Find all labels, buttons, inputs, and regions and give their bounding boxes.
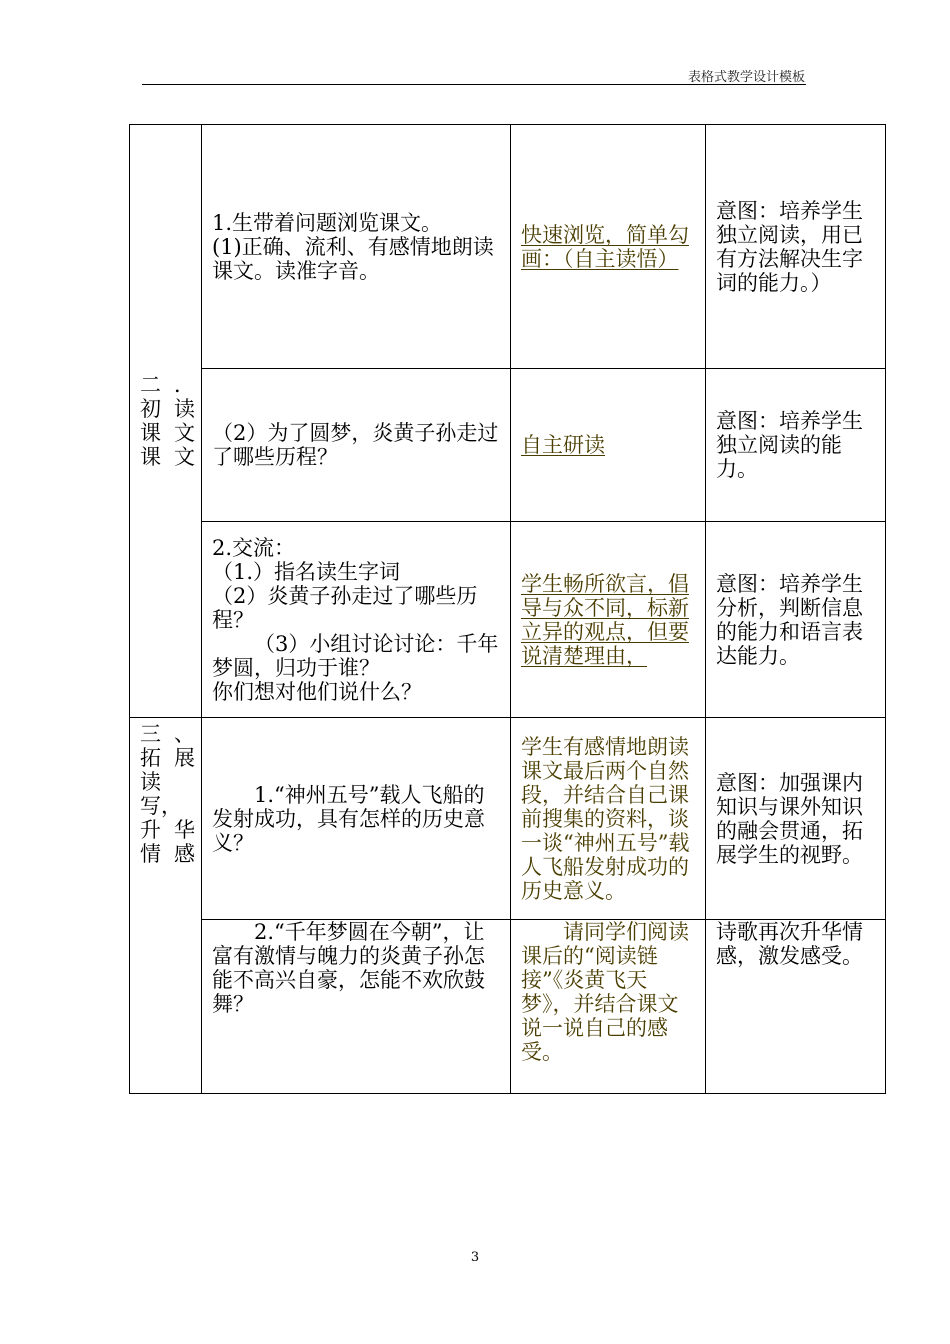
- header-divider: [142, 84, 806, 85]
- method-text: 快速浏览，简单勾画：（自主读悟）: [521, 222, 689, 271]
- table-row: [130, 125, 886, 369]
- intent-cell: [706, 920, 886, 1094]
- table-row: [130, 522, 886, 718]
- table-row: [130, 369, 886, 522]
- content-line: （2）炎黄子孙走过了哪些历程？: [212, 583, 478, 632]
- section-label-line: 拓展: [140, 746, 195, 770]
- intent-text: 意图：培养学生独立阅读的能力。: [716, 409, 863, 481]
- content-line: 你们想对他们说什么？: [212, 679, 422, 704]
- method-text: 自主研读: [521, 433, 605, 457]
- method-text: 学生畅所欲言，倡导与众不同，标新立异的观点，但要说清楚理由，: [521, 571, 689, 668]
- method-cell: [511, 369, 706, 522]
- content-line: 1.“神州五号”载人飞船的发射成功，具有怎样的历史意义？: [212, 782, 485, 855]
- intent-cell: [706, 718, 886, 920]
- section-label-line: 读: [140, 770, 161, 794]
- method-cell: [511, 522, 706, 718]
- content-line: （3）小组讨论讨论：千年梦圆，归功于谁？: [212, 631, 499, 680]
- intent-text: 意图：培养学生分析，判断信息的能力和语言表达能力。: [716, 571, 863, 668]
- document-header-title: 表格式教学设计模板: [687, 70, 805, 85]
- intent-text: 意图：培养学生独立阅读，用已有方法解决生字词的能力。）: [716, 198, 863, 295]
- section-label-cell: [130, 125, 202, 718]
- section-label-line: 初读: [140, 397, 195, 421]
- method-cell: [511, 718, 706, 920]
- content-cell: [202, 522, 511, 718]
- section-label-line: 三、: [140, 722, 195, 746]
- table-row: [130, 920, 886, 1094]
- content-line: 2.“千年梦圆在今朝”，让富有激情与魄力的炎黄子孙怎能不高兴自豪，怎能不欢欣鼓舞？: [212, 920, 485, 1016]
- method-cell: [511, 125, 706, 369]
- content-cell: [202, 369, 511, 522]
- section-label-line: 二．: [140, 373, 195, 397]
- method-text: 请同学们阅读课后的“阅读链接”《炎黄飞天梦》，并结合课文说一说自己的感受。: [521, 920, 689, 1064]
- content-cell: [202, 920, 511, 1094]
- method-text: 学生有感情地朗读课文最后两个自然段，并结合自己课前搜集的资料，谈一谈“神州五号”载人飞船发射成功的历史意义。: [521, 734, 690, 903]
- section-label-line: 课文: [140, 445, 195, 469]
- intent-cell: [706, 369, 886, 522]
- content-line: (1)正确、流利、有感情地朗读课文。读准字音。: [212, 234, 494, 283]
- section-label-line: 写，: [140, 794, 182, 818]
- content-line: （1.）指名读生字词: [212, 559, 401, 584]
- lesson-plan-table: [129, 124, 886, 1094]
- intent-text: 诗歌再次升华情感，激发感受。: [716, 920, 863, 968]
- section-label-line: 升华: [140, 818, 195, 842]
- method-cell: [511, 920, 706, 1094]
- content-line: （2）为了圆梦，炎黄子孙走过了哪些历程？: [212, 421, 499, 469]
- table-row: [130, 718, 886, 920]
- content-cell: [202, 125, 511, 369]
- page-number: 3: [470, 1250, 480, 1265]
- section-label-line: 情感: [140, 842, 195, 866]
- content-line: 2.交流：: [212, 535, 296, 560]
- section-three-label: [130, 718, 201, 866]
- section-two-label: [130, 373, 201, 469]
- content-cell: [202, 718, 511, 920]
- section-label-line: 课文: [140, 421, 195, 445]
- intent-cell: [706, 522, 886, 718]
- section-label-cell: [130, 718, 202, 1094]
- intent-cell: [706, 125, 886, 369]
- intent-text: 意图：加强课内知识与课外知识的融会贯通，拓展学生的视野。: [716, 770, 863, 867]
- content-line: 1.生带着问题浏览课文。: [212, 210, 443, 235]
